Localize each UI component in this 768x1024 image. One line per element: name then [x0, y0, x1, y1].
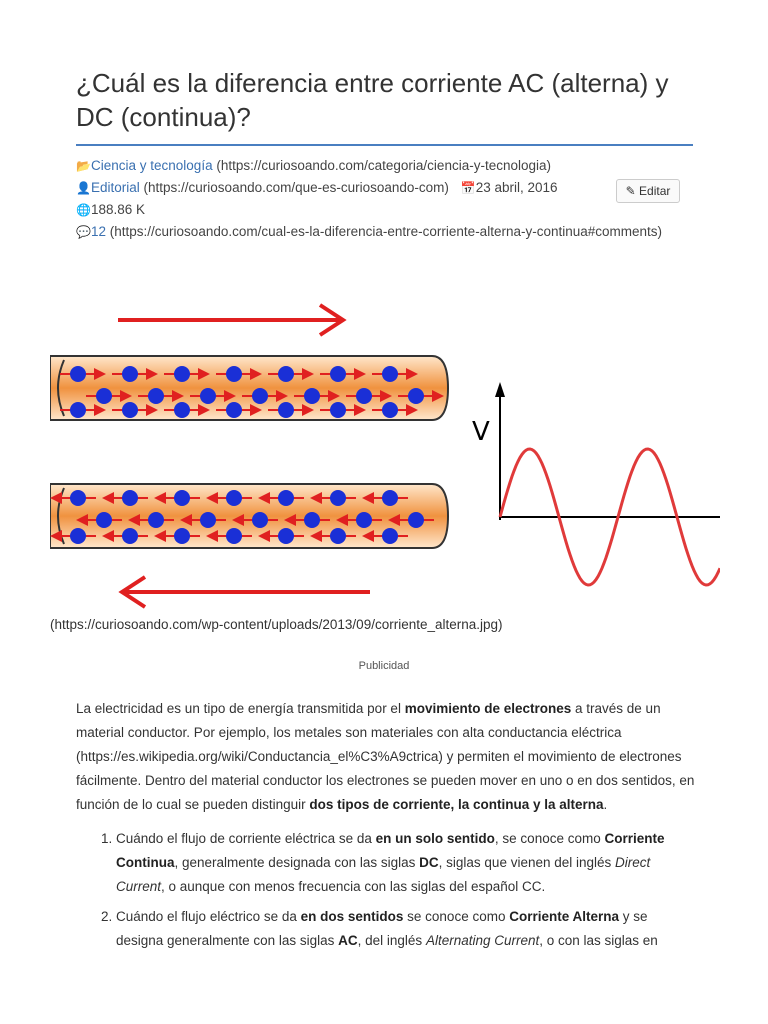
electron [148, 388, 164, 404]
electron [330, 402, 346, 418]
electron [200, 388, 216, 404]
author-url: (https://curiosoando.com/que-es-curiosoando-com) [139, 180, 449, 195]
electron [174, 490, 190, 506]
author-link[interactable]: Editorial [91, 180, 140, 195]
views-row [76, 199, 696, 221]
electron [122, 528, 138, 544]
comments-url: (https://curiosoando.com/cual-es-la-diferencia-entre-corriente-alterna-y-continua#comments) [106, 224, 663, 239]
folder-open-icon: 📂 [76, 159, 91, 173]
electron [200, 512, 216, 528]
electron [330, 490, 346, 506]
electron [148, 512, 164, 528]
comments-icon: 💬 [76, 225, 91, 239]
electron [174, 366, 190, 382]
author-row [76, 177, 696, 199]
pencil-icon: ✎ [625, 184, 636, 198]
electron [330, 528, 346, 544]
comments-link[interactable]: 12 [91, 224, 107, 239]
electron [304, 388, 320, 404]
electron [408, 512, 424, 528]
electron [356, 388, 372, 404]
bottom-flow-arrow [122, 577, 370, 607]
electron [382, 402, 398, 418]
comments-row [76, 221, 696, 243]
electron [70, 490, 86, 506]
electron [226, 490, 242, 506]
title-divider [76, 144, 693, 146]
electron [226, 528, 242, 544]
electron [70, 528, 86, 544]
electron [278, 402, 294, 418]
post-meta [76, 155, 696, 243]
category-row [76, 155, 696, 177]
list-item-dc: 1. Cuándo el flujo de corriente eléctrica se da en un solo sentido, se conoce como Corriente Continua, generalmente designada con las siglas DC, siglas que vienen del inglés Direct Current, o aunque con menos frecuencia con las siglas del español CC. [116, 827, 696, 899]
category-url: (https://curiosoando.com/categoria/ciencia-y-tecnologia) [212, 158, 551, 173]
user-icon: 👤 [76, 181, 91, 195]
electron [382, 528, 398, 544]
electron [226, 402, 242, 418]
electron [96, 388, 112, 404]
current-types-list [76, 827, 696, 953]
electron [174, 402, 190, 418]
axis-label-v: V [472, 417, 490, 447]
paragraph-intro: La electricidad es un tipo de energía transmitida por el movimiento de electrones a través de un material conductor. Por ejemplo, los metales son materiales con alta conductancia eléctrica (https://es.wikipedia.org/wiki/Conductancia_el%C3%A9ctrica) y permiten el movimiento de electrones fácilmente. Dentro del material conductor los electrones se pueden mover en uno o en dos sentidos, en función de lo cual se pueden distinguir dos tipos de corriente, la continua y la alterna. [76, 701, 695, 812]
electron [174, 528, 190, 544]
electron [382, 490, 398, 506]
electron [278, 366, 294, 382]
article-title: ¿Cuál es la diferencia entre corriente AC (alterna) y DC (continua)? [76, 68, 669, 132]
list-item-ac: 2. Cuándo el flujo eléctrico se da en dos sentidos se conoce como Corriente Alterna y se designa generalmente con las siglas AC, del inglés Alternating Current, o con las siglas en [116, 905, 696, 953]
electron [304, 512, 320, 528]
electron [278, 490, 294, 506]
top-flow-arrow [118, 305, 343, 335]
electron [278, 528, 294, 544]
ad-label: Publicidad [358, 660, 410, 672]
image-caption[interactable]: (https://curiosoando.com/wp-content/uploads/2013/09/corriente_alterna.jpg) [50, 617, 503, 632]
electron [122, 490, 138, 506]
electron [252, 512, 268, 528]
ac-current-figure [50, 300, 720, 615]
electron [96, 512, 112, 528]
electron [70, 366, 86, 382]
edit-button[interactable] [616, 179, 680, 203]
electron [356, 512, 372, 528]
globe-icon: 🌐 [76, 203, 91, 217]
electron [382, 366, 398, 382]
electron [122, 366, 138, 382]
electron [226, 366, 242, 382]
electron [408, 388, 424, 404]
category-link[interactable]: Ciencia y tecnología [91, 158, 213, 173]
electron [70, 402, 86, 418]
calendar-icon: 📅 [460, 181, 476, 195]
edit-label: Editar [639, 184, 671, 198]
article-body [76, 697, 696, 959]
electron [252, 388, 268, 404]
electron [122, 402, 138, 418]
view-count: 188.86 K [91, 202, 146, 217]
post-date: 23 abril, 2016 [475, 180, 558, 195]
electron [330, 366, 346, 382]
